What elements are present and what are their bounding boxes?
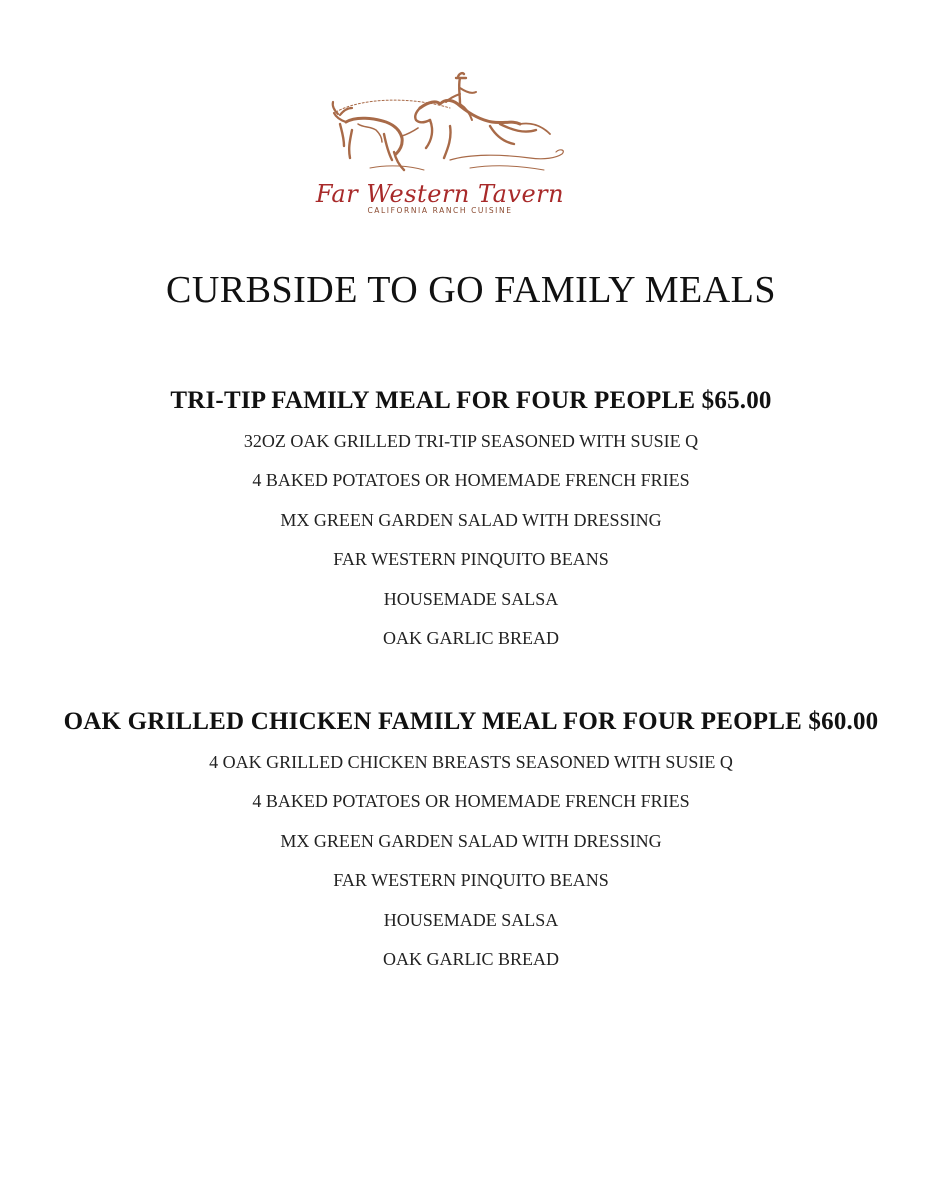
- meal-item: 4 BAKED POTATOES OR HOMEMADE FRENCH FRIES: [252, 791, 690, 812]
- logo-tagline: CALIFORNIA RANCH CUISINE: [367, 206, 513, 215]
- meal-item-list: [0, 751, 942, 987]
- meal-item: HOUSEMADE SALSA: [383, 909, 559, 930]
- meal-item: MX GREEN GARDEN SALAD WITH DRESSING: [280, 509, 662, 530]
- meal-item: 32OZ OAK GRILLED TRI-TIP SEASONED WITH SUSIE Q: [243, 431, 699, 451]
- meal-item: 4 OAK GRILLED CHICKEN BREASTS SEASONED WITH SUSIE Q: [209, 752, 733, 772]
- meal-item: OAK GARLIC BREAD: [382, 948, 559, 969]
- meal-item-list: [0, 430, 942, 666]
- cowboy-roping-steer-illustration: [300, 68, 580, 183]
- page-title: CURBSIDE TO GO FAMILY MEALS: [165, 269, 776, 311]
- logo-wordmark: Far Western Tavern: [315, 180, 565, 208]
- meal-item: 4 BAKED POTATOES OR HOMEMADE FRENCH FRIES: [252, 470, 690, 491]
- meal-heading: OAK GRILLED CHICKEN FAMILY MEAL FOR FOUR PEOPLE $60.00: [63, 708, 879, 735]
- meal-item: OAK GARLIC BREAD: [382, 627, 559, 648]
- meal-item: HOUSEMADE SALSA: [383, 588, 559, 609]
- meal-item: FAR WESTERN PINQUITO BEANS: [333, 870, 609, 891]
- meal-item: MX GREEN GARDEN SALAD WITH DRESSING: [280, 830, 662, 851]
- restaurant-logo: [300, 68, 580, 226]
- meal-item: FAR WESTERN PINQUITO BEANS: [333, 549, 609, 570]
- tri-tip-family-meal: [0, 386, 942, 666]
- meal-heading: TRI-TIP FAMILY MEAL FOR FOUR PEOPLE $65.00: [170, 387, 772, 414]
- chicken-family-meal: [0, 707, 942, 987]
